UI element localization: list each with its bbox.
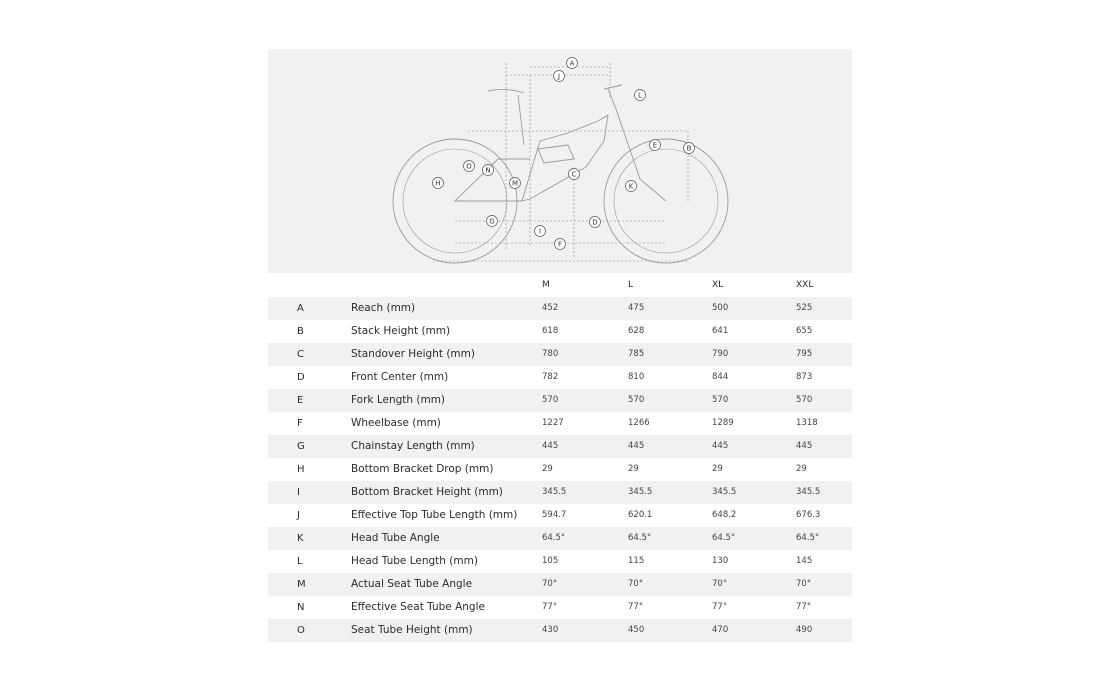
row-value: 345.5 <box>628 481 712 504</box>
header-size-xxl: XXL <box>796 279 814 290</box>
handlebar <box>604 85 622 89</box>
row-value: 64.5° <box>796 527 852 550</box>
row-value: 77° <box>542 602 558 612</box>
row-value: 1289 <box>712 418 734 428</box>
row-value: 570 <box>712 389 796 412</box>
row-value: 628 <box>628 326 645 336</box>
row-value: 345.5 <box>712 481 796 504</box>
row-label: Stack Height (mm) <box>351 325 451 337</box>
row-value: 676.3 <box>796 510 821 520</box>
seat-post <box>518 95 524 145</box>
row-value: 500 <box>712 297 796 320</box>
row-label: Effective Top Tube Length (mm) <box>351 509 518 521</box>
row-code: A <box>268 297 351 320</box>
row-value: 570 <box>542 389 628 412</box>
dim-label-l: L <box>638 91 642 100</box>
geometry-table <box>268 273 852 642</box>
row-code: B <box>297 326 304 337</box>
row-value: 780 <box>542 343 628 366</box>
row-value: 648.2 <box>712 510 737 520</box>
row-label: Wheelbase (mm) <box>351 417 441 429</box>
dim-label-c: C <box>571 170 577 179</box>
row-label: Bottom Bracket Height (mm) <box>351 481 542 504</box>
row-value: 77° <box>628 602 644 612</box>
table-row <box>268 412 852 435</box>
row-label: Reach (mm) <box>351 297 542 320</box>
row-value: 77° <box>712 602 728 612</box>
row-value: 70° <box>796 573 852 596</box>
row-value: 470 <box>712 619 796 642</box>
row-value: 345.5 <box>542 481 628 504</box>
table-row <box>268 320 852 343</box>
row-code: J <box>297 510 300 521</box>
row-code: K <box>268 527 351 550</box>
row-value: 130 <box>712 556 729 566</box>
dim-label-e: E <box>652 141 658 150</box>
row-value: 618 <box>542 326 559 336</box>
row-value: 29 <box>628 464 639 474</box>
row-value: 782 <box>542 372 559 382</box>
row-value: 445 <box>542 435 628 458</box>
row-label: Fork Length (mm) <box>351 389 542 412</box>
dim-label-b: B <box>686 144 692 153</box>
row-value: 490 <box>796 619 852 642</box>
row-value: 70° <box>628 573 712 596</box>
dim-label-m: M <box>511 179 519 188</box>
row-value: 430 <box>542 619 628 642</box>
table-row <box>268 389 852 412</box>
row-value: 1266 <box>628 418 650 428</box>
row-value: 70° <box>712 573 796 596</box>
bike-geometry-diagram <box>268 49 852 273</box>
row-value: 64.5° <box>712 527 796 550</box>
row-value: 785 <box>628 343 712 366</box>
dim-label-j: J <box>557 72 561 81</box>
row-value: 570 <box>628 389 712 412</box>
row-value: 450 <box>628 619 712 642</box>
row-label: Head Tube Angle <box>351 527 542 550</box>
row-value: 873 <box>796 372 813 382</box>
table-row <box>268 343 852 366</box>
dim-label-g: G <box>489 217 495 226</box>
row-value: 445 <box>712 435 796 458</box>
main-frame <box>522 115 608 201</box>
row-label: Head Tube Length (mm) <box>351 555 478 567</box>
row-value: 810 <box>628 372 645 382</box>
row-code: I <box>268 481 351 504</box>
header-size-l: L <box>628 279 634 290</box>
geometry-content <box>268 49 852 642</box>
row-value: 445 <box>628 435 712 458</box>
row-value: 641 <box>712 326 729 336</box>
table-row <box>268 619 852 642</box>
row-code: O <box>268 619 351 642</box>
row-value: 1227 <box>542 418 564 428</box>
row-label: Actual Seat Tube Angle <box>351 573 542 596</box>
table-row <box>268 504 852 527</box>
bike-diagram-svg <box>268 49 852 273</box>
row-value: 145 <box>796 556 813 566</box>
row-value: 570 <box>796 389 852 412</box>
header-label <box>351 273 542 297</box>
table-row <box>268 366 852 389</box>
row-code: C <box>268 343 351 366</box>
row-value: 475 <box>628 297 712 320</box>
row-value: 64.5° <box>542 527 628 550</box>
row-value: 77° <box>796 602 812 612</box>
table-row <box>268 573 852 596</box>
header-code <box>268 273 351 297</box>
row-value: 795 <box>796 343 852 366</box>
row-value: 445 <box>796 435 852 458</box>
dim-label-d: D <box>592 218 598 227</box>
dim-label-i: I <box>538 227 542 236</box>
table-row <box>268 596 852 619</box>
row-value: 525 <box>796 297 852 320</box>
row-code: H <box>297 464 305 475</box>
header-size-m: M <box>542 279 550 290</box>
row-value: 844 <box>712 372 729 382</box>
dim-label-h: H <box>435 179 441 188</box>
table-row <box>268 435 852 458</box>
row-code: L <box>297 556 303 567</box>
row-label: Front Center (mm) <box>351 371 449 383</box>
row-value: 29 <box>542 464 553 474</box>
table-header-row <box>268 273 852 297</box>
row-value: 345.5 <box>796 481 852 504</box>
dim-label-a: A <box>569 59 575 68</box>
row-label: Bottom Bracket Drop (mm) <box>351 463 494 475</box>
row-code: E <box>268 389 351 412</box>
table-row <box>268 481 852 504</box>
dim-label-k: K <box>628 182 634 191</box>
row-code: N <box>297 602 305 613</box>
row-label: Seat Tube Height (mm) <box>351 619 542 642</box>
row-label: Chainstay Length (mm) <box>351 435 542 458</box>
row-value: 29 <box>712 464 723 474</box>
row-value: 620.1 <box>628 510 653 520</box>
dim-label-f: F <box>557 240 563 249</box>
row-code: M <box>268 573 351 596</box>
row-value: 29 <box>796 464 807 474</box>
row-code: F <box>297 418 303 429</box>
row-value: 655 <box>796 326 813 336</box>
row-value: 1318 <box>796 418 818 428</box>
row-value: 64.5° <box>628 527 712 550</box>
row-value: 452 <box>542 297 628 320</box>
row-value: 594.7 <box>542 510 567 520</box>
table-body <box>268 297 852 642</box>
row-label: Standover Height (mm) <box>351 343 542 366</box>
table-row <box>268 297 852 320</box>
dim-label-o: O <box>466 162 472 171</box>
row-label: Effective Seat Tube Angle <box>351 601 485 613</box>
shock <box>538 145 574 163</box>
header-size-xl: XL <box>712 279 724 290</box>
table-row <box>268 550 852 573</box>
table-row <box>268 458 852 481</box>
row-value: 105 <box>542 556 559 566</box>
row-code: G <box>268 435 351 458</box>
table-row <box>268 527 852 550</box>
row-value: 70° <box>542 573 628 596</box>
row-value: 115 <box>628 556 645 566</box>
dim-label-n: N <box>485 166 491 175</box>
row-value: 790 <box>712 343 796 366</box>
row-code: D <box>297 372 305 383</box>
